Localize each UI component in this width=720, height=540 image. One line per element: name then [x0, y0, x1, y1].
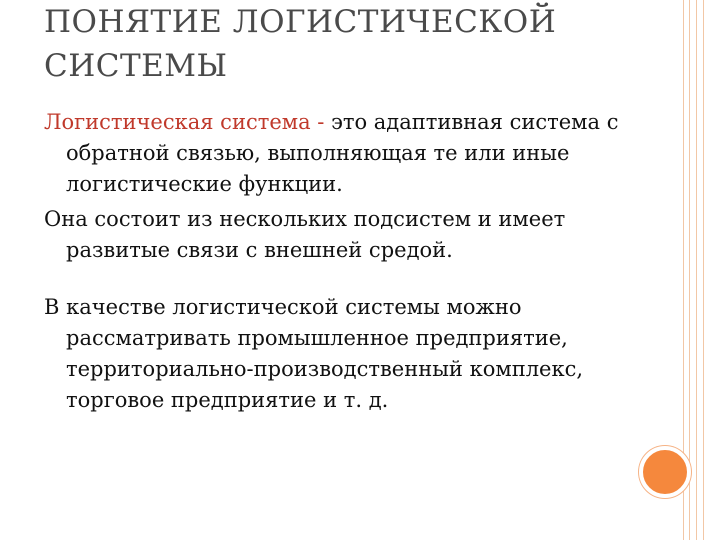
definition-term: Логистическая система — [44, 110, 311, 134]
slide-body — [44, 107, 624, 416]
paragraph-definition — [44, 107, 624, 200]
decorative-rule — [689, 0, 690, 540]
decorative-rule — [703, 0, 704, 540]
slide-title — [44, 0, 564, 88]
decorative-circle-icon — [639, 446, 691, 498]
paragraph-structure: Она состоит из нескольких подсистем и имеет развитые связи с внешней средой. — [44, 207, 566, 262]
paragraph-examples: В качестве логистической системы можно рассматривать промышленное предприятие, территориально-производственный комплекс, торговое предприятие и т. д. — [44, 295, 584, 412]
title-line-2: СИСТЕМЫ — [44, 48, 228, 84]
decorative-rule — [696, 0, 697, 540]
definition-text: это адаптивная система с обратной связью, выполняющая те или иные логистические функции. — [66, 110, 619, 196]
definition-dash: - — [310, 110, 332, 134]
title-line-1: ПОНЯТИЕ ЛОГИСТИЧЕСКОЙ — [44, 4, 557, 40]
